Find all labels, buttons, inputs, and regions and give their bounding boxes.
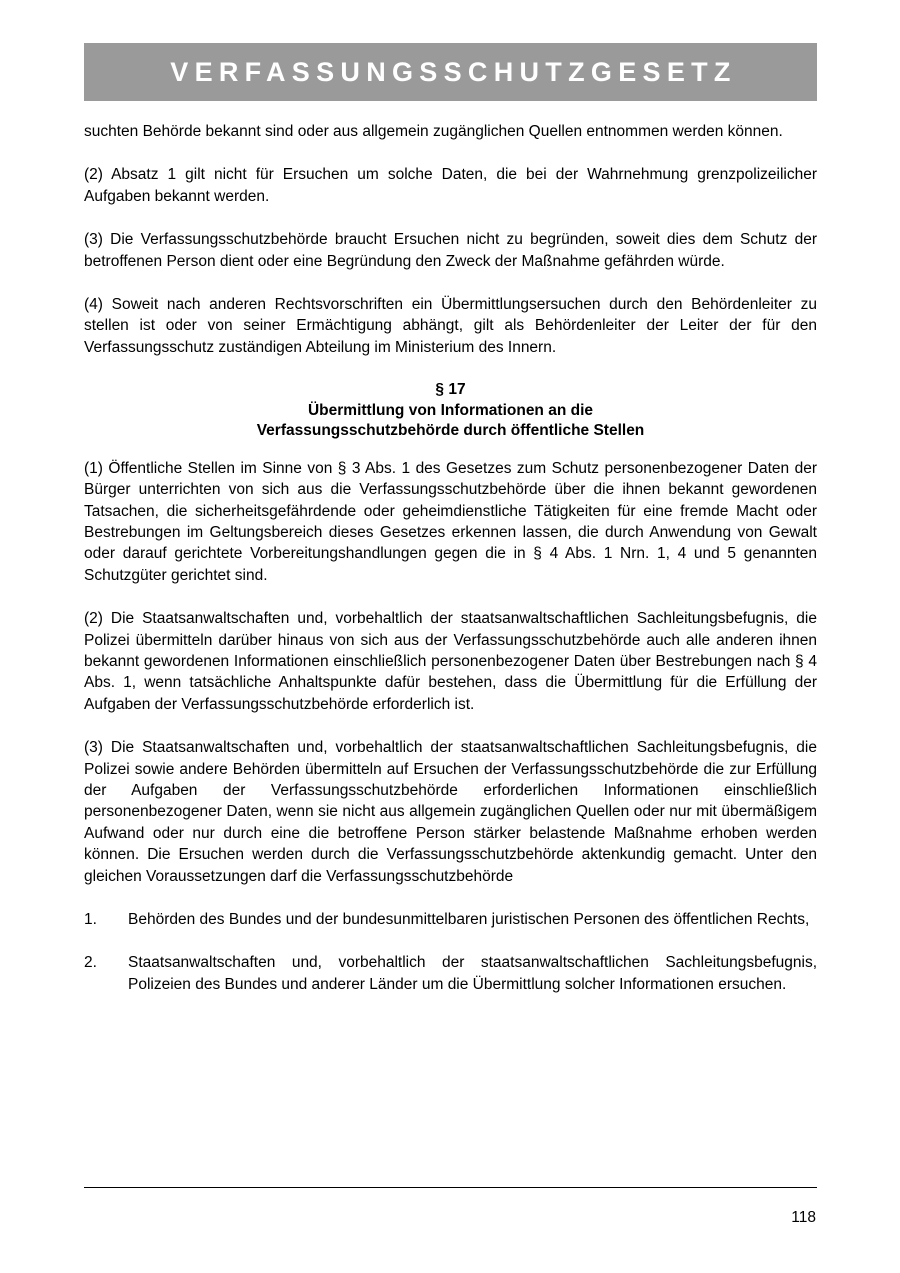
page-number: 118 [791,1209,816,1226]
document-body [84,121,817,1017]
section-number: § 17 [435,381,466,399]
list-item [84,952,817,995]
paragraph-4: (4) Soweit nach anderen Rechtsvorschriften ein Übermittlungsersuchen durch den Behördenleiter zu stellen ist oder von seiner Ermächtigung abhängt, gilt als Behördenleiter der Leiter der für den Verfassungsschutz zuständigen Abteilung im Ministerium des Innern. [84,296,817,356]
section-title-line-1: Übermittlung von Informationen an die [307,401,594,419]
section-paragraph-1: (1) Öffentliche Stellen im Sinne von § 3 Abs. 1 des Gesetzes zum Schutz personenbezogener Daten der Bürger unterrichten von sich aus die Verfassungsschutzbehörde über die ihnen bekannt gewordenen Tatsachen, die sicherheitsgefährdende oder geheimdienstliche Tätigkeiten für eine fremde Macht oder Bestrebungen im Geltungsbereich dieses Gesetzes erkennen lassen, die durch Anwendung von Gewalt oder darauf gerichtete Vorbereitungshandlungen gegen die in § 4 Abs. 1 Nrn. 1, 4 und 5 genannten Schutzgüter gerichtet sind. [84,459,817,584]
list-item-number: 1. [84,911,97,929]
header-bar [84,43,817,101]
paragraph-2: (2) Absatz 1 gilt nicht für Ersuchen um solche Daten, die bei der Wahrnehmung grenzpolizeilicher Aufgaben bekannt werden. [84,166,817,205]
list-item-text: Staatsanwaltschaften und, vorbehaltlich der staatsanwaltschaftlichen Sachleitungsbefugnis, Polizeien des Bundes und anderer Länder um die Übermittlung solcher Informationen ersuchen. [128,954,817,993]
page-title: VERFASSUNGSSCHUTZGESETZ [170,56,737,87]
section-paragraph-3: (3) Die Staatsanwaltschaften und, vorbehaltlich der staatsanwaltschaftlichen Sachleitungsbefugnis, die Polizei sowie andere Behörden übermitteln auf Ersuchen der Verfassungsschutzbehörde die zur Erfüllung der Aufgaben der Verfassungsschutzbehörde erforderlichen Informationen einschließlich personenbezogener Daten, wenn sie nicht aus allgemein zugänglichen Quellen oder nur mit übermäßigem Aufwand oder nur durch eine die betroffene Person stärker belastende Maßnahme erhoben werden können. Die Ersuchen werden durch die Verfassungsschutzbehörde aktenkundig gemacht. Unter den gleichen Voraussetzungen darf die Verfassungsschutzbehörde [84,739,817,885]
list-item-text: Behörden des Bundes und der bundesunmittelbaren juristischen Personen des öffentlichen Rechts, [128,911,810,929]
paragraph-3: (3) Die Verfassungsschutzbehörde braucht Ersuchen nicht zu begründen, soweit dies dem Schutz der betroffenen Person dient oder eine Begründung den Zweck der Maßnahme gefährden würde. [84,231,817,270]
section-title-line-2: Verfassungsschutzbehörde durch öffentliche Stellen [256,422,645,440]
section-heading [84,380,817,442]
list-item [84,909,817,930]
section-paragraph-2: (2) Die Staatsanwaltschaften und, vorbehaltlich der staatsanwaltschaftlichen Sachleitungsbefugnis, die Polizei übermitteln darüber hinaus von sich aus der Verfassungsschutzbehörde auch alle anderen ihnen bekannt gewordenen Informationen einschließlich personenbezogener Daten über Bestrebungen nach § 4 Abs. 1, wenn tatsächliche Anhaltspunkte dafür bestehen, dass die Übermittlung für die Erfüllung der Aufgaben der Verfassungsschutzbehörde erforderlich ist. [84,610,817,713]
paragraph-continuation: suchten Behörde bekannt sind oder aus allgemein zugänglichen Quellen entnommen werden können. [84,123,783,140]
footer-divider [84,1187,817,1188]
list-item-number: 2. [84,954,97,972]
